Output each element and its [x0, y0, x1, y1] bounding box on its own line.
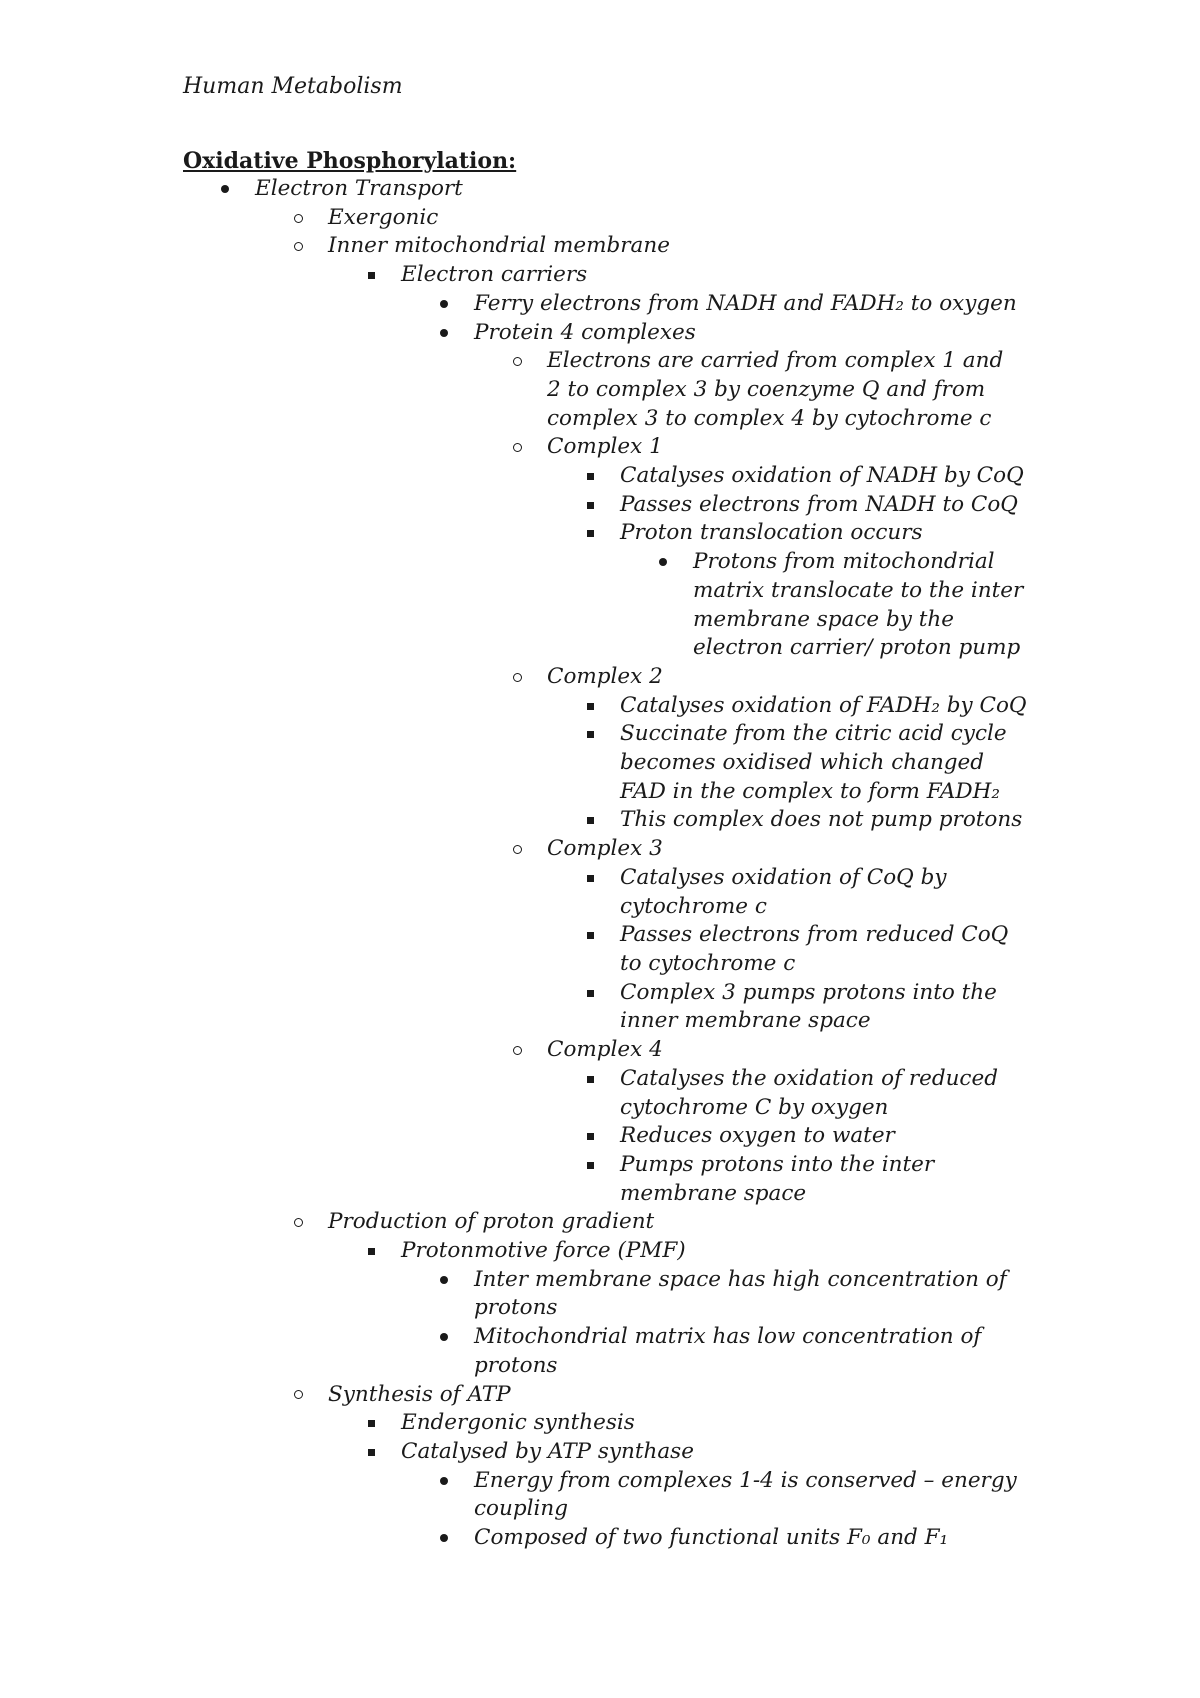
bullet-disc-icon	[434, 319, 454, 348]
list-item: Electron Transport	[0, 175, 1200, 204]
list-item: Exergonic	[0, 204, 1200, 233]
bullet-square-icon	[580, 806, 600, 835]
bullet-square-icon	[361, 1237, 381, 1266]
list-item: Pumps protons into the inter membrane space	[0, 1151, 1200, 1208]
bullet-circle-icon	[507, 835, 527, 864]
bullet-disc-icon	[434, 1323, 454, 1352]
bullet-square-icon	[361, 261, 381, 290]
list-item: Catalyses oxidation of NADH by CoQ	[0, 462, 1200, 491]
bullet-circle-icon	[288, 1208, 308, 1237]
bullet-square-icon	[580, 519, 600, 548]
list-item: Complex 3 pumps protons into the inner membrane space	[0, 979, 1200, 1036]
list-item: Proton translocation occurs	[0, 519, 1200, 548]
list-item: Composed of two functional units F₀ and F₁	[0, 1524, 1200, 1553]
list-item: Catalyses the oxidation of reduced cytochrome C by oxygen	[0, 1065, 1200, 1122]
list-item: Passes electrons from NADH to CoQ	[0, 491, 1200, 520]
bullet-square-icon	[580, 692, 600, 721]
bullet-square-icon	[361, 1438, 381, 1467]
bullet-circle-icon	[288, 1381, 308, 1410]
list-item: Energy from complexes 1-4 is conserved – energy coupling	[0, 1467, 1200, 1524]
bullet-square-icon	[580, 864, 600, 893]
bullet-square-icon	[361, 1409, 381, 1438]
list-item: Ferry electrons from NADH and FADH₂ to oxygen	[0, 290, 1200, 319]
list-item: Protonmotive force (PMF)	[0, 1237, 1200, 1266]
bullet-disc-icon	[653, 548, 673, 577]
bullet-disc-icon	[434, 1524, 454, 1553]
list-item: Synthesis of ATP	[0, 1381, 1200, 1410]
bullet-square-icon	[580, 921, 600, 950]
bullet-square-icon	[580, 979, 600, 1008]
list-item: Electron carriers	[0, 261, 1200, 290]
page-header: Human Metabolism	[183, 74, 403, 99]
list-item: Production of proton gradient	[0, 1208, 1200, 1237]
list-item: Endergonic synthesis	[0, 1409, 1200, 1438]
bullet-square-icon	[580, 1122, 600, 1151]
list-item: Passes electrons from reduced CoQ to cytochrome c	[0, 921, 1200, 978]
list-item: Catalyses oxidation of FADH₂ by CoQ	[0, 692, 1200, 721]
list-item: Protons from mitochondrial matrix translocate to the inter membrane space by the electron carrier/ proton pump	[0, 548, 1200, 663]
bullet-circle-icon	[288, 232, 308, 261]
list-item: Complex 4	[0, 1036, 1200, 1065]
list-item: Succinate from the citric acid cycle becomes oxidised which changed FAD in the complex to form FADH₂	[0, 720, 1200, 806]
bullet-circle-icon	[507, 1036, 527, 1065]
bullet-circle-icon	[288, 204, 308, 233]
bullet-disc-icon	[215, 175, 235, 204]
list-item: Electrons are carried from complex 1 and 2 to complex 3 by coenzyme Q and from complex 3 to complex 4 by cytochrome c	[0, 347, 1200, 433]
list-item: Catalyses oxidation of CoQ by cytochrome c	[0, 864, 1200, 921]
list-item: Inner mitochondrial membrane	[0, 232, 1200, 261]
list-item: Protein 4 complexes	[0, 319, 1200, 348]
bullet-circle-icon	[507, 663, 527, 692]
section-title: Oxidative Phosphorylation:	[183, 148, 517, 174]
list-item: Complex 1	[0, 433, 1200, 462]
list-item: This complex does not pump protons	[0, 806, 1200, 835]
list-item: Catalysed by ATP synthase	[0, 1438, 1200, 1467]
bullet-disc-icon	[434, 1467, 454, 1496]
bullet-circle-icon	[507, 433, 527, 462]
bullet-square-icon	[580, 462, 600, 491]
bullet-circle-icon	[507, 347, 527, 376]
list-item: Inter membrane space has high concentration of protons	[0, 1266, 1200, 1323]
bullet-disc-icon	[434, 1266, 454, 1295]
list-item: Mitochondrial matrix has low concentration of protons	[0, 1323, 1200, 1380]
list-item: Complex 2	[0, 663, 1200, 692]
bullet-square-icon	[580, 720, 600, 749]
bullet-disc-icon	[434, 290, 454, 319]
bullet-square-icon	[580, 1151, 600, 1180]
bullet-square-icon	[580, 491, 600, 520]
outline-list	[0, 175, 1200, 1553]
list-item: Complex 3	[0, 835, 1200, 864]
list-item: Reduces oxygen to water	[0, 1122, 1200, 1151]
bullet-square-icon	[580, 1065, 600, 1094]
